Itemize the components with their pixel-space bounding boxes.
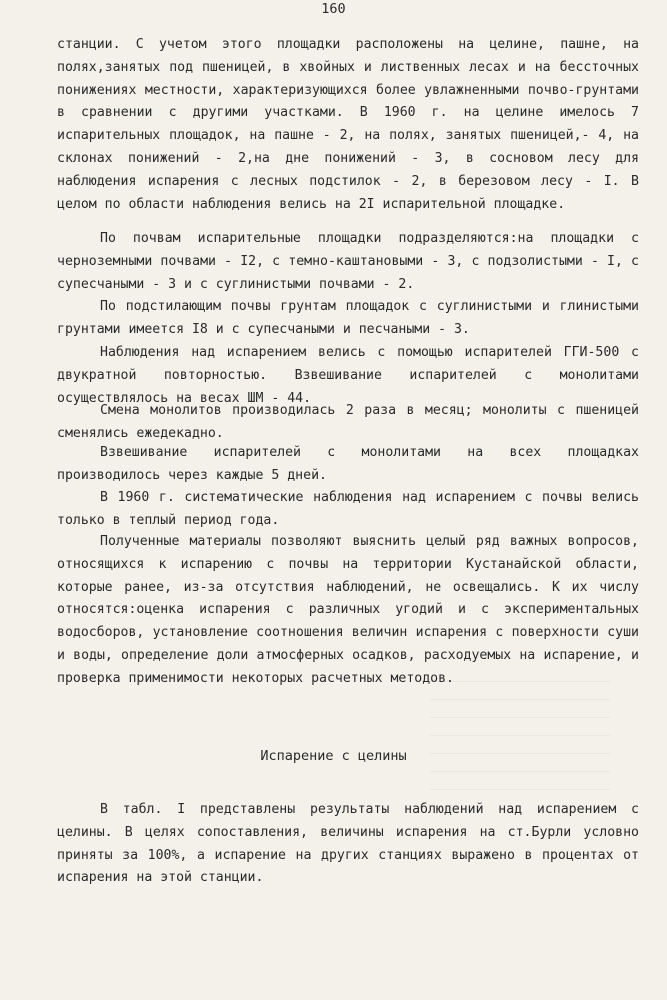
paragraph-subsoil: По подстилающим почвы грунтам площадок с суглинистыми и глинистыми грунтами имеется I8 и с супесчаными и песчаными - 3.	[57, 299, 639, 337]
paragraph-station-sites: станции. С учетом этого площадки расположены на целине, пашне, на полях,занятых под пшеницей, в хвойных и лиственных лесах и на бессточных понижениях местности, характеризующихся более увлажненными почво-грунтами в сравнении с другими участками. В 1960 г. на целине имелось 7 испарительных площадок, на пашне - 2, на полях, занятых пшеницей,- 4, на склонах понижений - 2,на дне понижений - 3, в сосновом лесу для наблюдения испарения с лесных подстилок - 2, в березовом лесу - I. В целом по области наблюдения велись на 2I испарительной площадке.	[57, 37, 639, 212]
section-heading: Испарение с целины	[260, 748, 407, 764]
paragraph-monolith-change: Смена монолитов производилась 2 раза в месяц; монолиты с пшеницей сменялись ежедекадно.	[57, 403, 639, 441]
paragraph-soils: По почвам испарительные площадки подразделяются:на площадки с черноземными почвами - I2, с темно-каштановыми - 3, с подзолистыми - I, с супесчаными - 3 и с суглинистыми почвами - 2.	[57, 231, 639, 292]
paragraph-materials: Полученные материалы позволяют выяснить целый ряд важных вопросов, относящихся к испарению с почвы на территории Кустанайской области, которые ранее, из-за отсутствия наблюдений, не освещались. К их числу относятся:оценка испарения с различных угодий и с экспериментальных водосборов, установление соотношения величин испарения с поверхности суши и воды, определение доли атмосферных осадков, расходуемых на испарение, и проверка применимости некоторых расчетных методов.	[57, 534, 639, 686]
paragraph-table-intro: В табл. I представлены результаты наблюдений над испарением с целины. В целях сопоставления, величины испарения на ст.Бурли условно приняты за 100%, а испарение на других станциях выражено в процентах от испарения на этой станции.	[57, 802, 639, 886]
show-through-marks	[430, 680, 610, 790]
paragraph-weighing: Взвешивание испарителей с монолитами на всех площадках производилось через каждые 5 дней.	[57, 445, 639, 483]
page-number: 160	[321, 1, 346, 17]
paragraph-observation-period: В 1960 г. систематические наблюдения над испарением с почвы велись только в теплый период года.	[57, 490, 639, 528]
paragraph-evaporators: Наблюдения над испарением велись с помощью испарителей ГГИ-500 с двукратной повторностью. Взвешивание испарителей с монолитами осуществлялось на весах ШМ - 44.	[57, 345, 639, 406]
